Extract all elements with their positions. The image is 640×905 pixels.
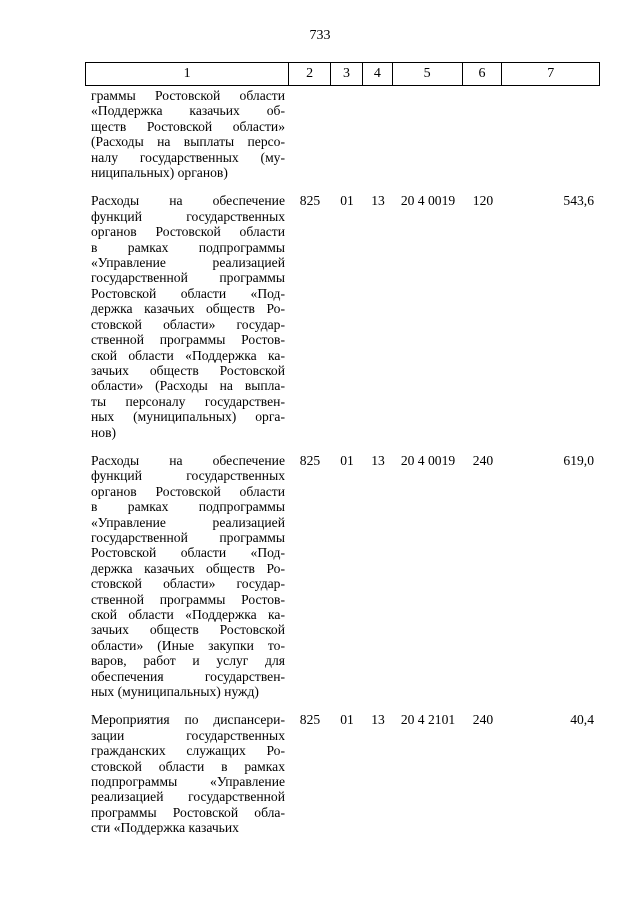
amount: 40,4 bbox=[570, 712, 594, 728]
table-row bbox=[85, 88, 600, 180]
table-row bbox=[85, 712, 600, 835]
description-line: «Поддержка казачьих об- bbox=[91, 103, 285, 119]
description-line: зачьих обществ Ростовской bbox=[91, 622, 285, 638]
ministry-code: 825 bbox=[299, 712, 321, 728]
expense-type-code: 120 bbox=[472, 193, 494, 209]
description-line: стовской области» государ- bbox=[91, 316, 285, 332]
column-header-5: 5 bbox=[393, 63, 463, 85]
description-line: ных (муниципальных) орга- bbox=[91, 409, 285, 425]
target-article-code: 20 4 2101 bbox=[400, 712, 456, 728]
description-line: зации государственных bbox=[91, 727, 285, 743]
description-line: государственной программы bbox=[91, 270, 285, 286]
page-number: 733 bbox=[309, 28, 331, 43]
row-description bbox=[85, 193, 289, 440]
description-line: ных (муниципальных) нужд) bbox=[91, 684, 259, 700]
table-row bbox=[85, 453, 600, 700]
expense-type-code bbox=[463, 88, 503, 180]
description-line: стовской области» государ- bbox=[91, 576, 285, 592]
column-header-4: 4 bbox=[363, 63, 393, 85]
description-line: области» (Расходы на выпла- bbox=[91, 378, 285, 394]
description-line: нов) bbox=[91, 424, 117, 440]
description-line: сти «Поддержка казачьих bbox=[91, 820, 239, 836]
description-line: обеспечения государствен- bbox=[91, 668, 285, 684]
description-line: «Управление реализацией bbox=[91, 255, 285, 271]
section-code: 01 bbox=[340, 712, 354, 728]
description-line: держка казачьих обществ Ро- bbox=[91, 560, 285, 576]
description-line: Ростовской области «Под- bbox=[91, 545, 285, 561]
description-line: органов Ростовской области bbox=[91, 224, 285, 240]
description-line: гражданских служащих Ро- bbox=[91, 743, 285, 759]
column-header-2: 2 bbox=[289, 63, 331, 85]
target-article-code: 20 4 0019 bbox=[400, 193, 456, 209]
description-line: ществ Ростовской области» bbox=[91, 118, 285, 134]
expense-type-code: 240 bbox=[472, 712, 494, 728]
section-code: 01 bbox=[340, 452, 354, 468]
description-line: зачьих обществ Ростовской bbox=[91, 362, 285, 378]
column-header-1: 1 bbox=[86, 63, 289, 85]
description-line: в рамках подпрограммы bbox=[91, 239, 285, 255]
description-line: государственной программы bbox=[91, 529, 285, 545]
description-line: функций государственных bbox=[91, 468, 285, 484]
amount: 619,0 bbox=[563, 452, 594, 468]
description-line: «Управление реализацией bbox=[91, 514, 285, 530]
column-header-7: 7 bbox=[547, 66, 555, 81]
description-line: держка казачьих обществ Ро- bbox=[91, 301, 285, 317]
subsection-code: 13 bbox=[371, 712, 385, 728]
description-line: Расходы на обеспечение bbox=[91, 452, 285, 468]
description-line: подпрограммы «Управление bbox=[91, 774, 285, 790]
description-line: стовской области в рамках bbox=[91, 758, 285, 774]
ministry-code: 825 bbox=[299, 193, 321, 209]
amount: 543,6 bbox=[563, 193, 594, 209]
description-line: ственной программы Ростов- bbox=[91, 591, 285, 607]
column-header-6: 6 bbox=[463, 63, 503, 85]
description-line: (Расходы на выплаты персо- bbox=[91, 134, 285, 150]
expense-type-code: 240 bbox=[472, 452, 494, 468]
description-line: функций государственных bbox=[91, 208, 285, 224]
amount bbox=[503, 88, 600, 180]
description-line: области» (Иные закупки то- bbox=[91, 637, 285, 653]
description-line: ниципальных) органов) bbox=[91, 165, 228, 181]
column-header-3: 3 bbox=[331, 63, 363, 85]
description-line: Расходы на обеспечение bbox=[91, 193, 285, 209]
row-description bbox=[85, 712, 289, 835]
table-body bbox=[85, 88, 600, 849]
description-line: органов Ростовской области bbox=[91, 483, 285, 499]
table-header bbox=[85, 62, 600, 86]
description-line: ской области «Поддержка ка- bbox=[91, 607, 285, 622]
description-line: программы Ростовской обла- bbox=[91, 804, 285, 820]
row-description bbox=[85, 88, 289, 180]
row-description bbox=[85, 453, 289, 700]
subsection-code: 13 bbox=[371, 193, 385, 209]
section-code bbox=[331, 88, 363, 180]
description-line: Ростовской области «Под- bbox=[91, 285, 285, 301]
description-line: налу государственных (му- bbox=[91, 149, 285, 165]
description-line: ты персоналу государствен- bbox=[91, 393, 285, 409]
ministry-code bbox=[289, 88, 331, 180]
description-line: граммы Ростовской области bbox=[91, 88, 285, 103]
section-code: 01 bbox=[340, 193, 354, 209]
table-row bbox=[85, 193, 600, 440]
description-line: Мероприятия по диспансери- bbox=[91, 712, 285, 728]
subsection-code bbox=[363, 88, 393, 180]
ministry-code: 825 bbox=[299, 452, 321, 468]
target-article-code bbox=[393, 88, 463, 180]
description-line: в рамках подпрограммы bbox=[91, 499, 285, 515]
description-line: ской области «Поддержка ка- bbox=[91, 347, 285, 363]
target-article-code: 20 4 0019 bbox=[400, 452, 456, 468]
subsection-code: 13 bbox=[371, 452, 385, 468]
description-line: реализацией государственной bbox=[91, 789, 285, 805]
description-line: варов, работ и услуг для bbox=[91, 653, 285, 669]
description-line: ственной программы Ростов- bbox=[91, 332, 285, 348]
